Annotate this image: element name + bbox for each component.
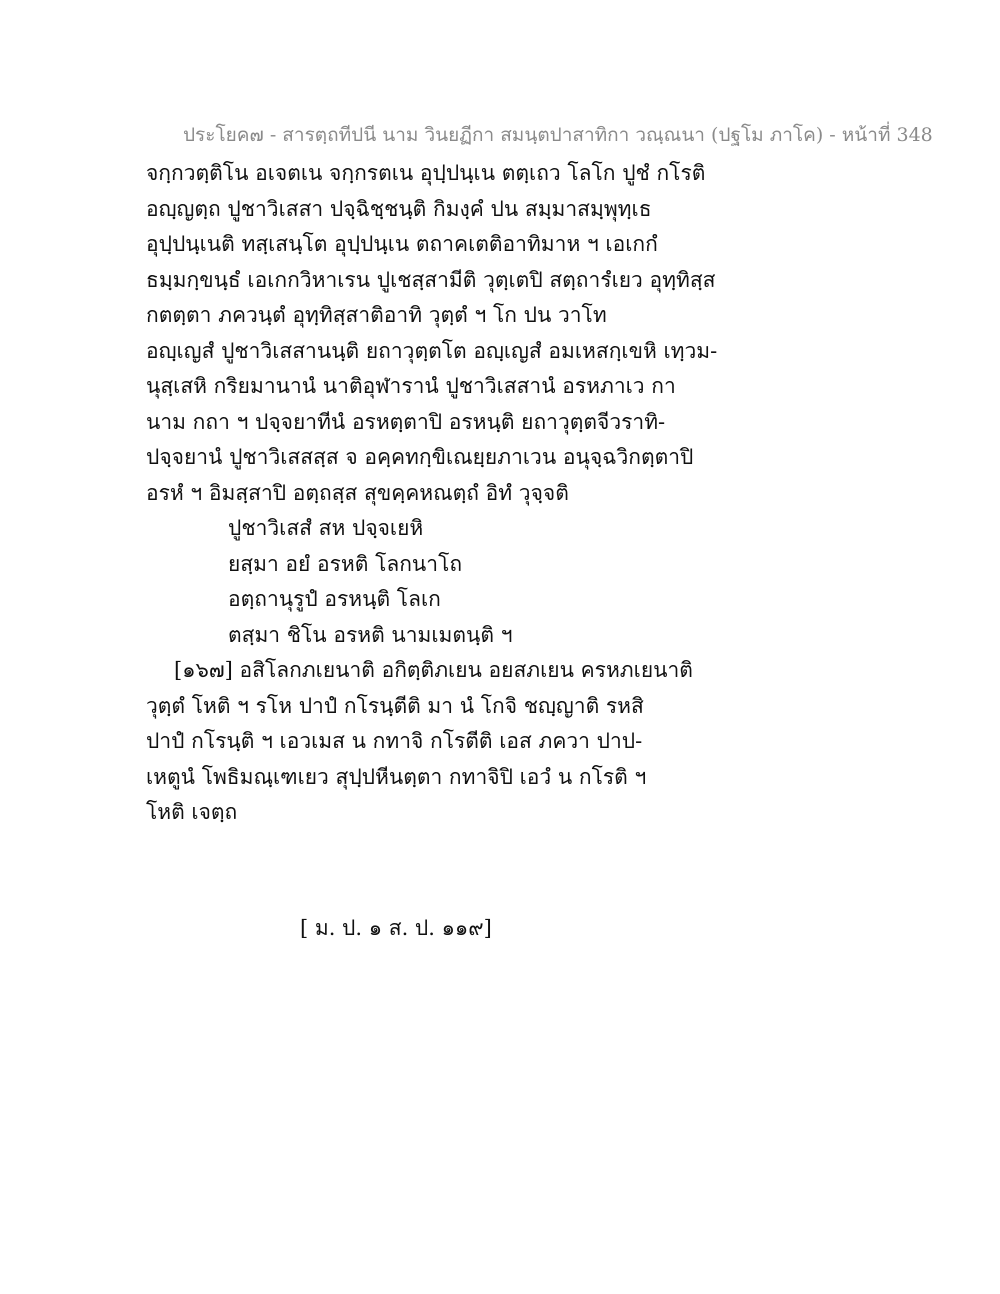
source-reference: [ ม. ป. ๑ ส. ป. ๑๑๙] [300,916,492,940]
text-line-10: อรหํ ฯ อิมสฺสาปิ อตฺถสฺส สุขคฺคหณตฺถํ อิทํ วุจฺจติ [146,480,569,505]
text-line-3: อุปฺปนฺเนติ ทสฺเสนฺโต อุปฺปนฺเน ตถาคเตติอาทิมาห ฯ เอเกกํ [146,232,658,256]
body-text [146,156,718,831]
text-line-1: จกฺกวตฺติโน อเจตเน จกฺกรตเน อุปฺปนฺเน ตตฺเถว โลโก ปูชํ กโรติ [146,161,706,185]
verse-line-1: ปูชาวิเสสํ สห ปจฺจเยหิ [228,516,424,540]
paragraph-167-line-4: เหตูนํ โพธิมณฺเฑเยว สุปฺปหีนตฺตา กทาจิปิ เอวํ น กโรติ ฯ [146,764,647,789]
text-line-8: นาม กถา ฯ ปจฺจยาทีนํ อรหตฺตาปิ อรหนฺติ ยถาวุตฺตจีวราทิ- [146,409,666,434]
paragraph-167-line-1: [๑๖๗] อสิโลกภเยนาติ อกิตฺติภเยน อยสภเยน ครหภเยนาติ [174,658,693,682]
verse-line-2: ยสฺมา อยํ อรหติ โลกนาโถ [228,551,463,576]
text-line-7: นุสฺเสหิ กริยมานานํ นาติอุฬารานํ ปูชาวิเสสานํ อรหภาเว กา [146,374,676,398]
text-line-2: อญฺญตฺถ ปูชาวิเสสา ปจฺฉิชฺชนฺติ กิมงฺคํ ปน สมฺมาสมฺพุทฺเธ [146,196,652,221]
paragraph-167-line-2: วุตฺตํ โหติ ฯ รโห ปาปํ กโรนฺตีติ มา นํ โกจิ ชญฺญาติ รหสิ [146,693,644,718]
paragraph-167-line-5: โหติ เจตฺถ [146,800,238,824]
text-line-9: ปจฺจยานํ ปูชาวิเสสสฺส จ อคฺคทกฺขิเณยฺยภาเวน อนุจฺฉวิกตฺตาปิ [146,445,694,469]
text-line-6: อญฺเญสํ ปูชาวิเสสานนฺติ ยถาวุตฺตโต อญฺเญสํ อมเหสกฺเขหิ เทฺวม- [146,338,718,363]
text-line-5: กตตฺตา ภควนฺตํ อุทฺทิสฺสาติอาทิ วุตฺตํ ฯ โก ปน วาโท [146,303,607,327]
verse-line-4: ตสฺมา ชิโน อรหติ นามเมตนฺติ ฯ [228,622,513,647]
running-header: ประโยค๗ - สารตฺถทีปนี นาม วินยฏีกา สมนฺตปาสาทิกา วณฺณนา (ปฐโม ภาโค) - หน้าที่ 348 [183,124,933,146]
paragraph-167-line-3: ปาปํ กโรนฺติ ฯ เอวเมส น กทาจิ กโรตีติ เอส ภควา ปาป- [146,729,643,753]
text-line-4: ธมฺมกฺขนฺธํ เอเกกวิหาเรน ปูเชสฺสามีติ วุตฺเตปิ สตฺถารํเยว อุทฺทิสฺส [146,267,716,292]
verse-line-3: อตฺถานุรูปํ อรหนฺติ โลเก [228,587,441,611]
